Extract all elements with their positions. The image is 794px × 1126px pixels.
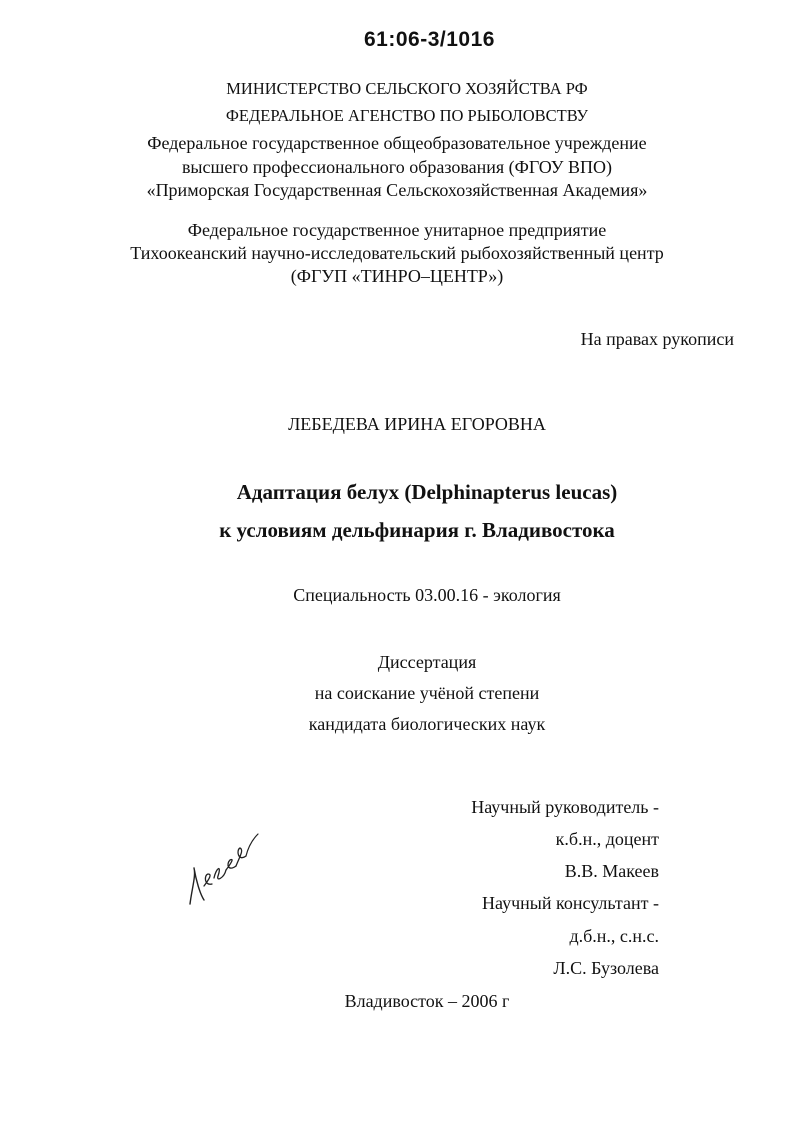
advisor-degree: к.б.н., доцент: [555, 829, 659, 849]
institution-1-line-1: Федеральное государственное общеобразовательное учреждение: [147, 133, 647, 153]
place-year: Владивосток – 2006 г: [344, 991, 510, 1011]
author-name: ЛЕБЕДЕВА ИРИНА ЕГОРОВНА: [288, 414, 546, 434]
specialty: Специальность 03.00.16 - экология: [293, 585, 561, 605]
advisor-name: В.В. Макеев: [564, 861, 659, 881]
institution-1-line-2: высшего профессионального образования (ФГОУ ВПО): [181, 157, 613, 177]
institution-2-line-1: Федеральное государственное унитарное предприятие: [187, 220, 607, 240]
agency-name: ФЕДЕРАЛЬНОЕ АГЕНСТВО ПО РЫБОЛОВСТВУ: [225, 106, 589, 125]
title-line-1: Адаптация белух (Delphinapterus leucas): [236, 480, 618, 504]
consultant-role: Научный консультант -: [482, 893, 659, 913]
dissertation-line-2: на соискание учёной степени: [314, 683, 540, 703]
institution-2-line-2: Тихоокеанский научно-исследовательский рыбохозяйственный центр: [130, 243, 664, 263]
title-line-2: к условиям дельфинария г. Владивостока: [219, 518, 615, 542]
institution-1-line-3: «Приморская Государственная Сельскохозяйственная Академия»: [146, 180, 648, 200]
manuscript-note: На правах рукописи: [580, 329, 734, 349]
ministry-name: МИНИСТЕРСТВО СЕЛЬСКОГО ХОЗЯЙСТВА РФ: [226, 79, 588, 98]
consultant-degree: д.б.н., с.н.с.: [569, 926, 659, 946]
dissertation-line-1: Диссертация: [377, 652, 477, 672]
archive-stamp: 61:06-3/1016: [364, 28, 495, 51]
handwritten-signature: [182, 828, 262, 912]
advisor-role: Научный руководитель -: [471, 797, 659, 817]
institution-2-line-3: (ФГУП «ТИНРО–ЦЕНТР»): [290, 266, 504, 286]
dissertation-line-3: кандидата биологических наук: [308, 714, 546, 734]
consultant-name: Л.С. Бузолева: [553, 958, 659, 978]
